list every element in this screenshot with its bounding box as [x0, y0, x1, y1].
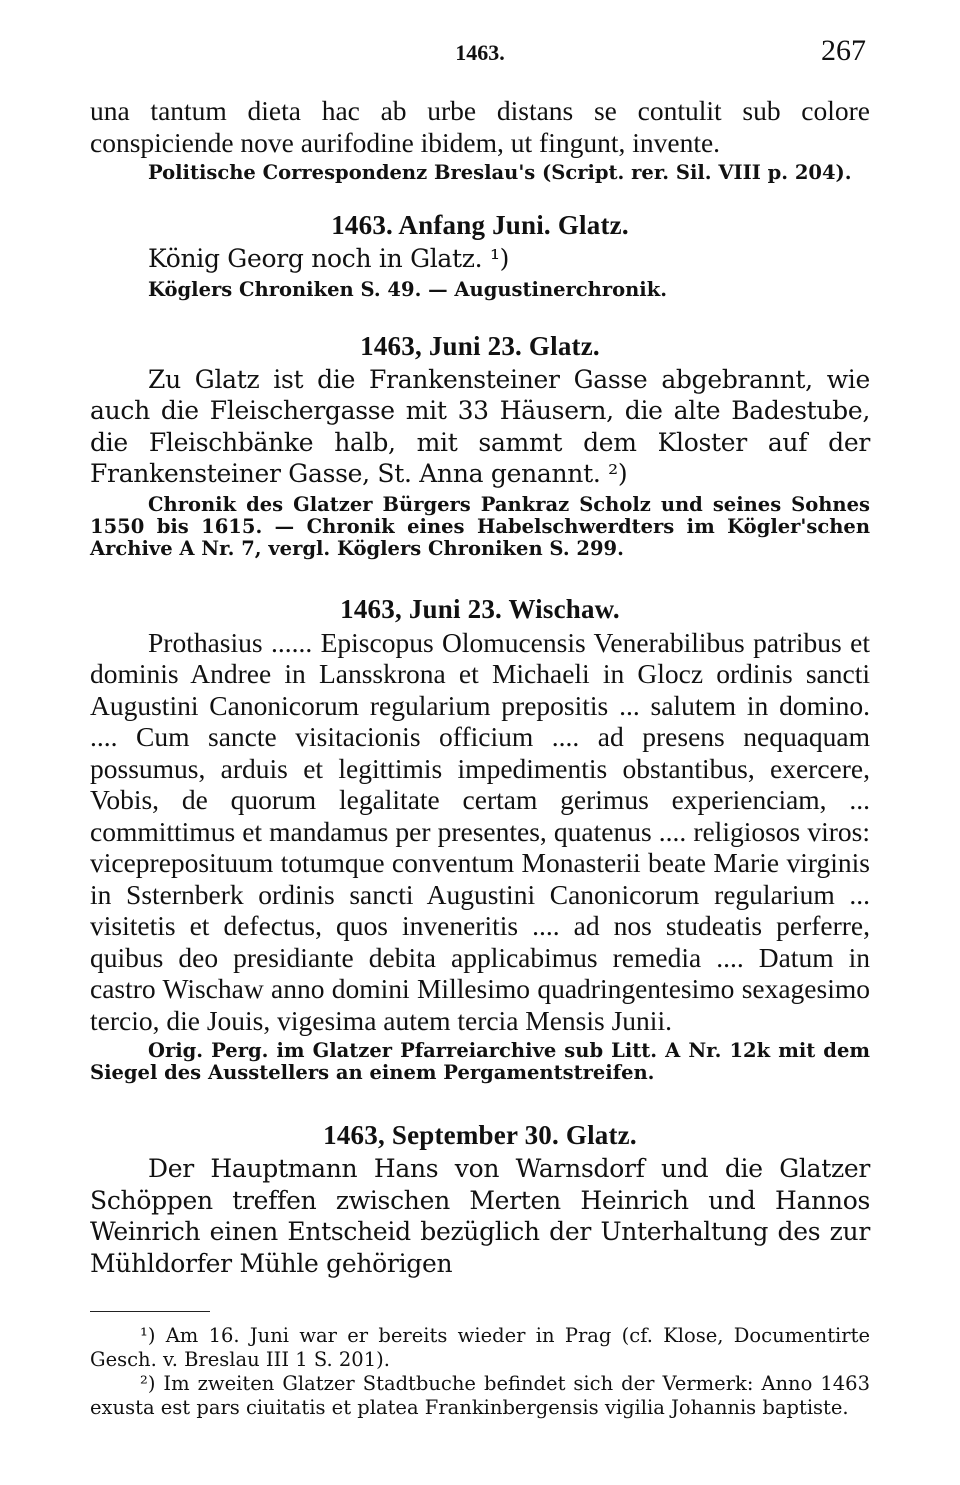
entry-heading: 1463, Juni 23. Glatz.	[360, 330, 600, 361]
entry-1463-juni-23-wischaw	[90, 594, 870, 1085]
footnote-divider	[90, 1311, 210, 1312]
entry-source: Köglers Chroniken S. 49. — Augustinerchronik.	[148, 277, 668, 301]
running-header	[0, 34, 960, 74]
entry-source: Orig. Perg. im Glatzer Pfarreiarchive sub Litt. A Nr. 12k mit dem Siegel des Ausstellers an einem Pergamentstreifen.	[90, 1039, 870, 1084]
entry-text: Prothasius ...... Episcopus Olomucensis Venerabilibus patribus et dominis Andree in Lansskrona et Michaeli in Glocz ordinis sancti Augustini Canonicorum regularium prepositis ... salutem in domino. .... Cum sancte visitacionis officium .... ad presens nequaquam possumus, arduis et legittimis impedimentis obstantibus, exercere, Vobis, de quorum legalitate certam gerimus experienciam, ... committimus et mandamus per presentes, quatenus .... religiosos viros: vicepreposituum totumque conventum Monasterii beate Marie virginis in Ssternberk ordinis sancti Augustini Canonicorum regularium ... visitetis et defectus, quos inveneritis .... ad nos studeatis perferre, quibus deo presidiante debita applicabimus remedia .... Datum in castro Wischaw anno domini Millesimo quadringentesimo sexagesimo tercio, die Jouis, vigesima autem tercia Mensis Junii.	[90, 626, 870, 1036]
footnote-2: ²) Im zweiten Glatzer Stadtbuche befindet sich der Vermerk: Anno 1463 exusta est pars ciuitatis et platea Frankinbergensis vigilia Johannis baptiste.	[90, 1372, 870, 1419]
entry-1463-september-30-glatz	[90, 1120, 870, 1279]
footnotes	[90, 1324, 870, 1420]
entry-source: Politische Correspondenz Breslau's (Script. rer. Sil. VIII p. 204).	[148, 161, 852, 184]
footnote-1: ¹) Am 16. Juni war er bereits wieder in Prag (cf. Klose, Documentirte Gesch. v. Breslau III 1 S. 201).	[90, 1324, 870, 1371]
entry-1463-anfang-juni	[90, 210, 870, 301]
entry-text: Zu Glatz ist die Frankensteiner Gasse abgebrannt, wie auch die Fleischergasse mit 33 Häusern, die alte Badestube, die Fleischbänke halb, mit sammt dem Kloster auf der Frankensteiner Gasse, St. Anna genannt. ²)	[90, 364, 870, 488]
entry-1463-juni-23-glatz	[90, 331, 870, 560]
page-body	[90, 95, 870, 1420]
entry-text: König Georg noch in Glatz. ¹)	[148, 244, 510, 273]
page-number: 267	[821, 34, 866, 67]
entry-text: una tantum dieta hac ab urbe distans se contulit sub colore conspiciende nove aurifodine ibidem, ut fingunt, invente.	[90, 95, 870, 158]
running-head-year: 1463.	[455, 40, 505, 65]
entry-continuation	[90, 95, 870, 184]
entry-heading: 1463, Juni 23. Wischaw.	[340, 593, 620, 624]
entry-heading: 1463. Anfang Juni. Glatz.	[331, 210, 629, 240]
entry-source: Chronik des Glatzer Bürgers Pankraz Scholz und seines Sohnes 1550 bis 1615. — Chronik eines Habelschwerdters im Kögler'schen Archive A Nr. 7, vergl. Köglers Chroniken S. 299.	[90, 492, 870, 560]
entry-text: Der Hauptmann Hans von Warnsdorf und die Glatzer Schöppen treffen zwischen Merten Heinrich und Hannos Weinrich einen Entscheid bezüglich der Unterhaltung des zur Mühldorfer Mühle gehörigen	[90, 1154, 870, 1278]
entry-heading: 1463, September 30. Glatz.	[323, 1120, 637, 1150]
